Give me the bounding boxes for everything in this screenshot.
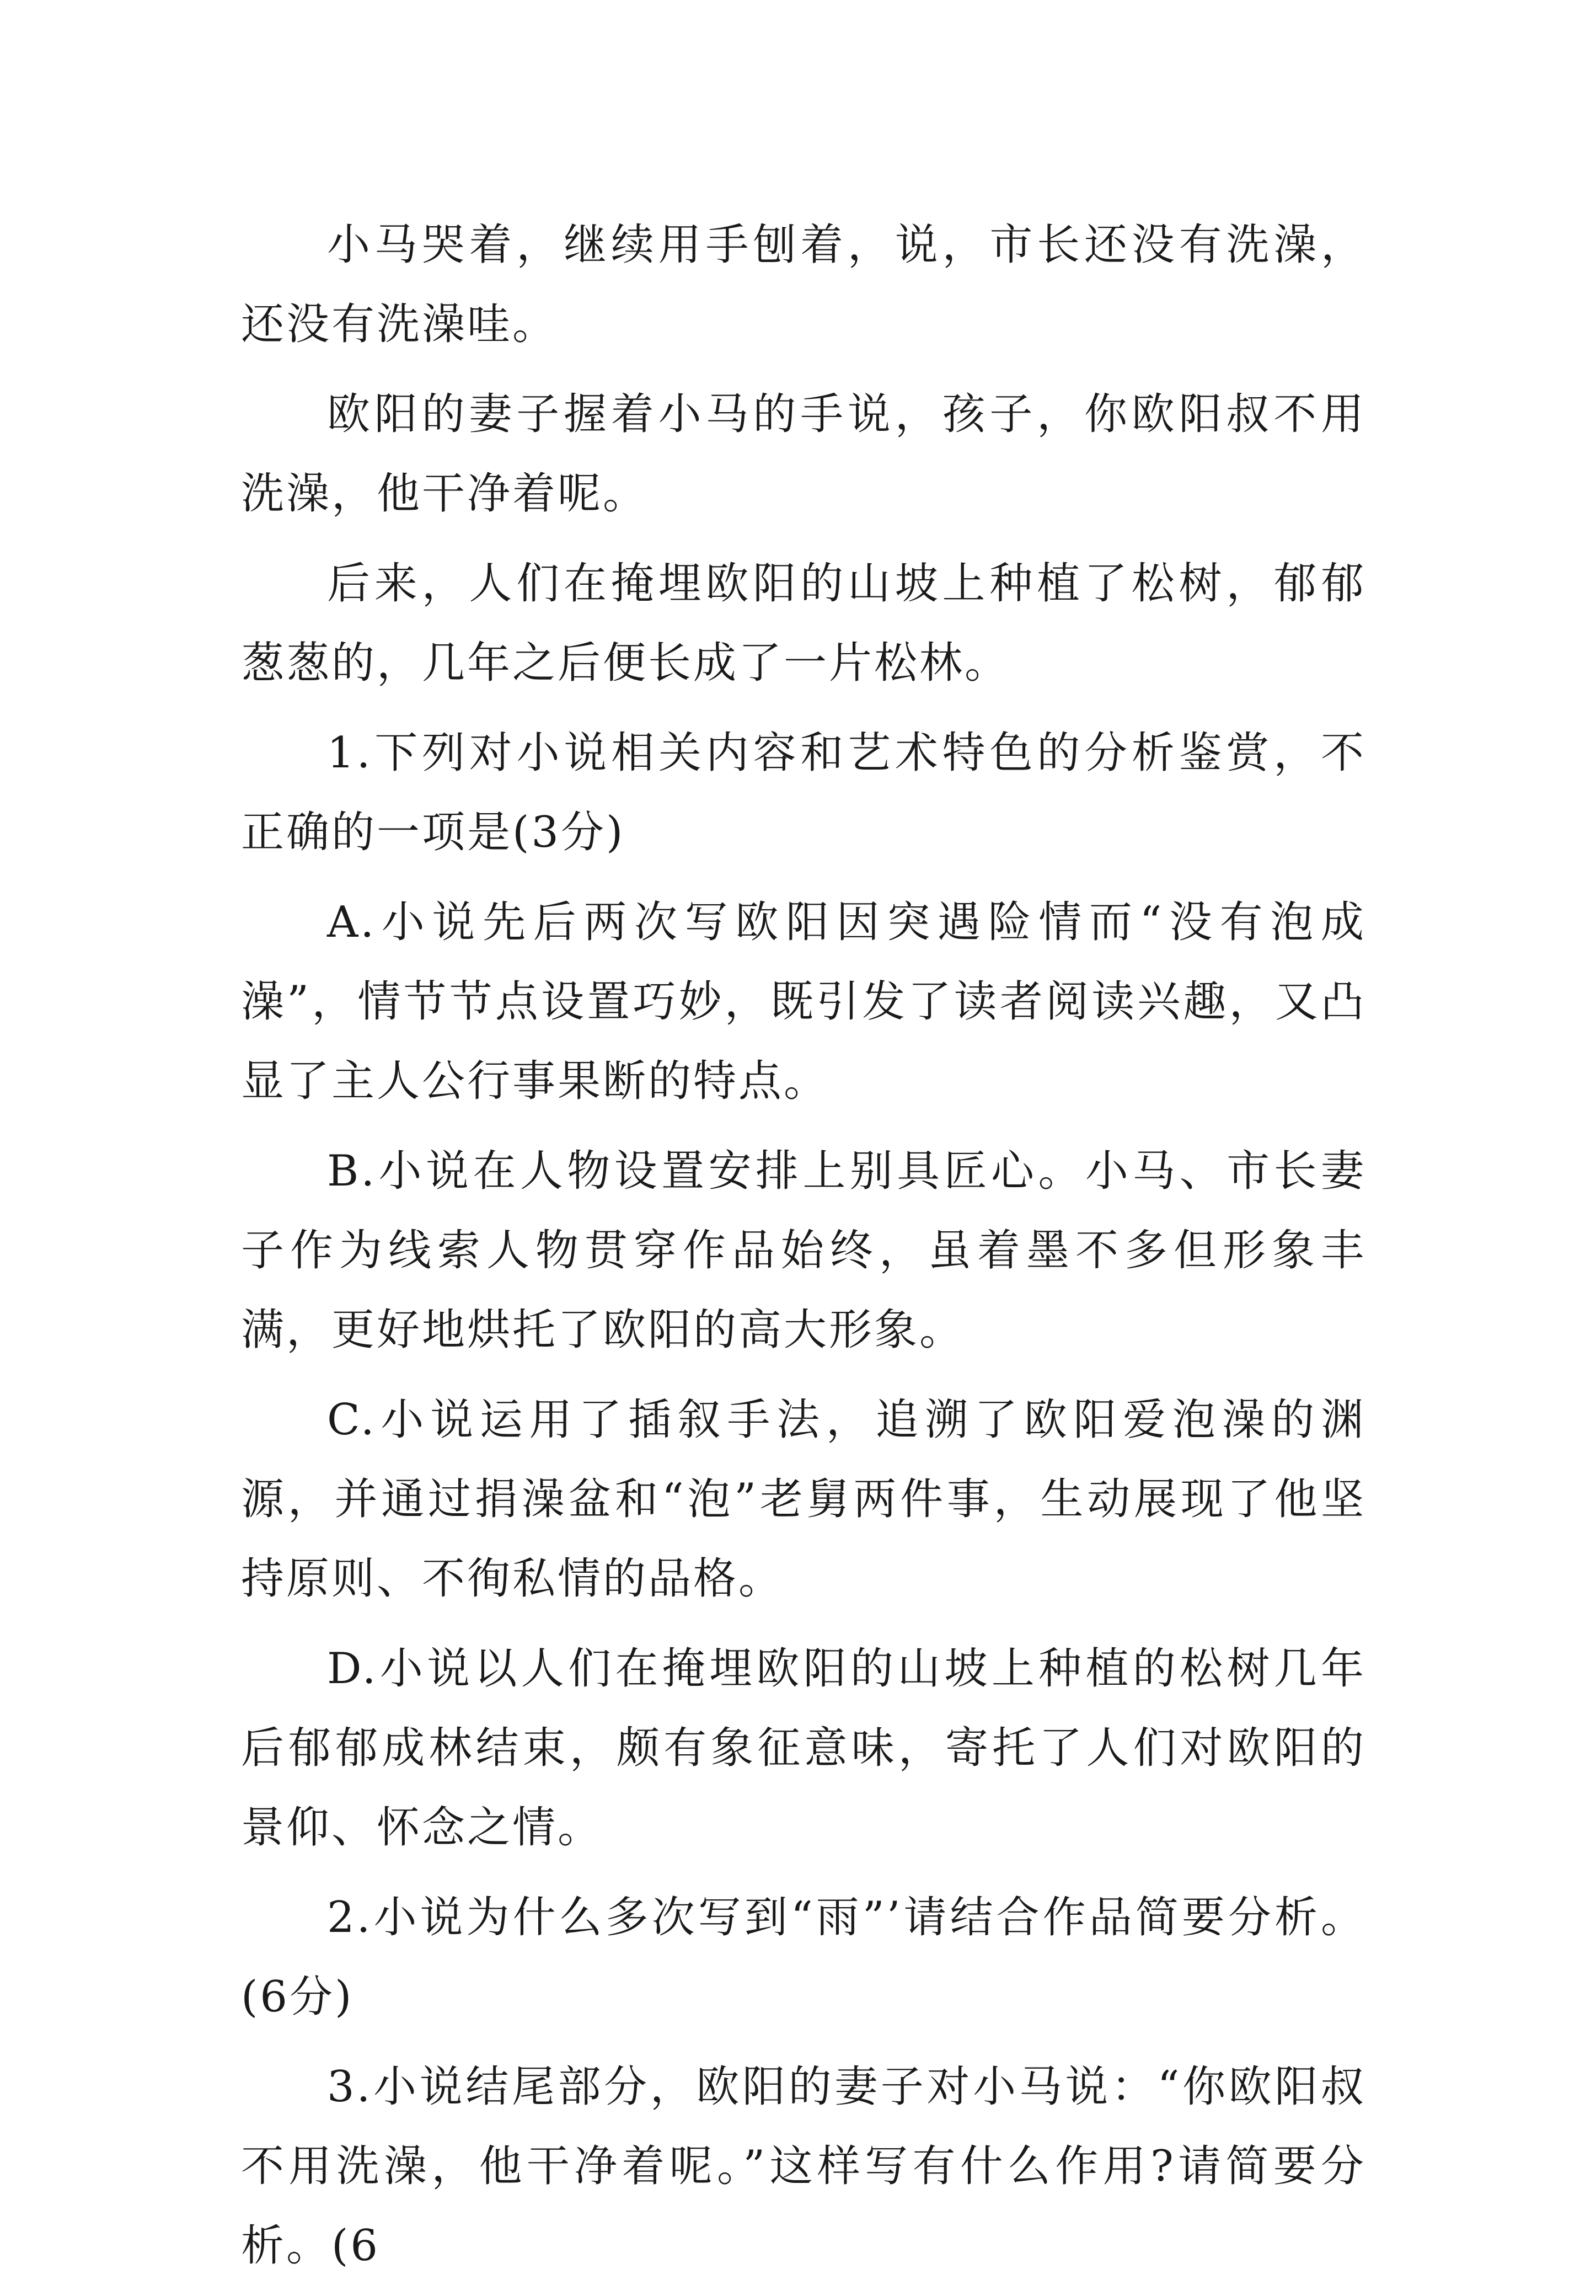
question-3: 3.小说结尾部分，欧阳的妻子对小马说：“你欧阳叔不用洗澡，他干净着呢。”这样写有什么作用?请简要分析。(6 (241, 2062, 1366, 2271)
question-1: 1.下列对小说相关内容和艺术特色的分析鉴赏，不正确的一项是(3分) (241, 728, 1366, 857)
option-c: C.小说运用了插叙手法，追溯了欧阳爱泡澡的渊源，并通过捐澡盆和“泡”老舅两件事，生动展现了他坚持原则、不徇私情的品格。 (241, 1395, 1366, 1604)
option-b: B.小说在人物设置安排上别具匠心。小马、市长妻子作为线索人物贯穿作品始终，虽着墨不多但形象丰满，更好地烘托了欧阳的高大形象。 (241, 1146, 1366, 1355)
document-body (241, 205, 1366, 2296)
story-paragraph: 后来，人们在掩埋欧阳的山坡上种植了松树，郁郁葱葱的，几年之后便长成了一片松林。 (241, 559, 1366, 688)
option-a: A.小说先后两次写欧阳因突遇险情而“没有泡成澡”，情节节点设置巧妙，既引发了读者阅读兴趣，又凸显了主人公行事果断的特点。 (241, 898, 1366, 1106)
story-paragraph: 欧阳的妻子握着小马的手说，孩子，你欧阳叔不用洗澡，他干净着呢。 (241, 389, 1366, 519)
story-paragraph: 小马哭着，继续用手刨着，说，市长还没有洗澡，还没有洗澡哇。 (241, 220, 1366, 349)
option-d: D.小说以人们在掩埋欧阳的山坡上种植的松树几年后郁郁成林结束，颇有象征意味，寄托了人们对欧阳的景仰、怀念之情。 (241, 1644, 1366, 1852)
question-2: 2.小说为什么多次写到“雨”’请结合作品简要分析。(6分) (241, 1893, 1366, 2022)
